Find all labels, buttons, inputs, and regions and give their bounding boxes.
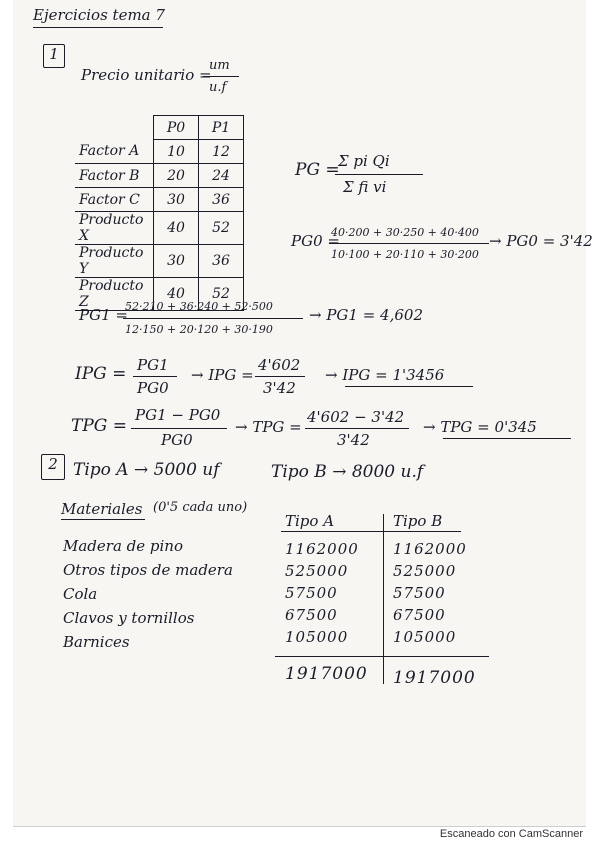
list-item: 57500 xyxy=(393,584,446,602)
pg1-lhs: PG1 = xyxy=(79,306,128,324)
exercise-1-number: 1 xyxy=(43,44,65,68)
tpg-result-underline xyxy=(443,438,571,439)
total-separator-line xyxy=(275,656,489,657)
row-p0: 30 xyxy=(154,188,199,212)
tpg-mid-fraction-bar xyxy=(305,428,409,429)
row-p0: 30 xyxy=(154,245,199,278)
tipo-b-production: Tipo B → 8000 u.f xyxy=(271,462,424,482)
ipg-mid-numerator: 4'602 xyxy=(258,356,301,374)
row-p1: 24 xyxy=(199,164,244,188)
row-label: Factor A xyxy=(75,140,154,164)
row-label: Factor C xyxy=(75,188,154,212)
scanned-page xyxy=(13,0,593,827)
list-item: 525000 xyxy=(285,562,349,580)
exercise-2-number: 2 xyxy=(41,454,65,480)
list-item: Barnices xyxy=(63,633,130,651)
row-p1: 52 xyxy=(199,278,244,311)
list-item: 57500 xyxy=(285,584,338,602)
column-header-tipo-b: Tipo B xyxy=(393,512,443,530)
column-header-underline xyxy=(281,531,461,532)
row-label: Producto X xyxy=(75,212,154,245)
table-row xyxy=(75,188,244,212)
unit-price-numerator: um xyxy=(209,58,230,73)
row-p0: 20 xyxy=(154,164,199,188)
total-tipo-b: 1917000 xyxy=(393,668,476,688)
row-p0: 40 xyxy=(154,212,199,245)
tpg-mid-denominator: 3'42 xyxy=(337,431,370,449)
list-item: Madera de pino xyxy=(63,537,183,555)
pg-formula-denominator: Σ fi vi xyxy=(343,178,387,196)
table-header-p1: P1 xyxy=(199,116,244,140)
pg1-result: → PG1 = 4,602 xyxy=(309,306,424,324)
pg0-numerator: 40·200 + 30·250 + 40·400 xyxy=(331,226,479,239)
unit-price-fraction-bar xyxy=(203,76,239,77)
row-label: Producto Y xyxy=(75,245,154,278)
tpg-mid-numerator: 4'602 − 3'42 xyxy=(307,408,405,426)
table-header-row xyxy=(75,116,244,140)
row-p0: 10 xyxy=(154,140,199,164)
ipg-mid-lhs: → IPG = xyxy=(191,366,254,384)
pg0-denominator: 10·100 + 20·110 + 30·200 xyxy=(331,248,479,261)
row-p1: 12 xyxy=(199,140,244,164)
table-row xyxy=(75,212,244,245)
ipg-mid-denominator: 3'42 xyxy=(263,379,296,397)
tpg-denominator: PG0 xyxy=(161,431,193,449)
column-header-tipo-a: Tipo A xyxy=(285,512,335,530)
list-item: Cola xyxy=(63,585,98,603)
pg0-fraction-bar xyxy=(329,243,489,244)
tpg-numerator: PG1 − PG0 xyxy=(135,406,221,424)
materials-heading-underline xyxy=(61,519,145,520)
materials-list xyxy=(63,534,233,654)
row-label: Factor B xyxy=(75,164,154,188)
unit-price-label: Precio unitario = xyxy=(81,66,212,84)
pg1-fraction-bar xyxy=(123,318,303,319)
ipg-lhs: IPG = xyxy=(75,364,127,384)
tpg-mid-lhs: → TPG = xyxy=(235,418,302,436)
tipo-a-values xyxy=(285,538,359,648)
list-item: 67500 xyxy=(393,606,446,624)
materials-note: (0'5 cada uno) xyxy=(153,500,248,515)
row-p1: 36 xyxy=(199,188,244,212)
unit-price-denominator: u.f xyxy=(209,80,227,95)
title-underline xyxy=(33,27,163,28)
list-item: Otros tipos de madera xyxy=(63,561,233,579)
total-tipo-a: 1917000 xyxy=(285,664,368,684)
table-row xyxy=(75,140,244,164)
list-item: 1162000 xyxy=(393,540,467,558)
ipg-numerator: PG1 xyxy=(137,356,169,374)
tpg-result: → TPG = 0'345 xyxy=(423,418,537,436)
list-item: 105000 xyxy=(393,628,457,646)
list-item: 67500 xyxy=(285,606,338,624)
tpg-fraction-bar xyxy=(131,428,227,429)
scanner-watermark: Escaneado con CamScanner xyxy=(439,828,583,840)
list-item: 1162000 xyxy=(285,540,359,558)
row-p0: 40 xyxy=(154,278,199,311)
page-title: Ejercicios tema 7 xyxy=(33,6,165,24)
ipg-mid-fraction-bar xyxy=(255,376,305,377)
pg1-numerator: 52·210 + 36·240 + 52·500 xyxy=(125,300,273,313)
ipg-result: → IPG = 1'3456 xyxy=(325,366,445,384)
column-divider xyxy=(383,514,384,684)
list-item: Clavos y tornillos xyxy=(63,609,195,627)
row-label: Producto Z xyxy=(75,278,154,311)
tpg-lhs: TPG = xyxy=(71,416,128,436)
tipo-b-values xyxy=(393,538,467,648)
row-p1: 36 xyxy=(199,245,244,278)
pg0-lhs: PG0 = xyxy=(291,232,340,250)
pg-formula-lhs: PG = xyxy=(295,160,340,180)
pg-formula-numerator: Σ pi Qi xyxy=(338,152,390,170)
ipg-denominator: PG0 xyxy=(137,379,169,397)
table-row xyxy=(75,245,244,278)
table-row xyxy=(75,164,244,188)
ipg-result-underline xyxy=(345,386,473,387)
list-item: 105000 xyxy=(285,628,349,646)
table-header-p0: P0 xyxy=(154,116,199,140)
pg1-denominator: 12·150 + 20·120 + 30·190 xyxy=(125,323,273,336)
tipo-a-production: Tipo A → 5000 uf xyxy=(73,460,220,480)
list-item: 525000 xyxy=(393,562,457,580)
ipg-fraction-bar xyxy=(133,376,177,377)
materials-heading: Materiales xyxy=(61,500,143,518)
row-p1: 52 xyxy=(199,212,244,245)
prices-table xyxy=(75,115,244,311)
pg0-result: → PG0 = 3'42 xyxy=(489,232,593,250)
pg-formula-fraction-bar xyxy=(335,174,423,175)
